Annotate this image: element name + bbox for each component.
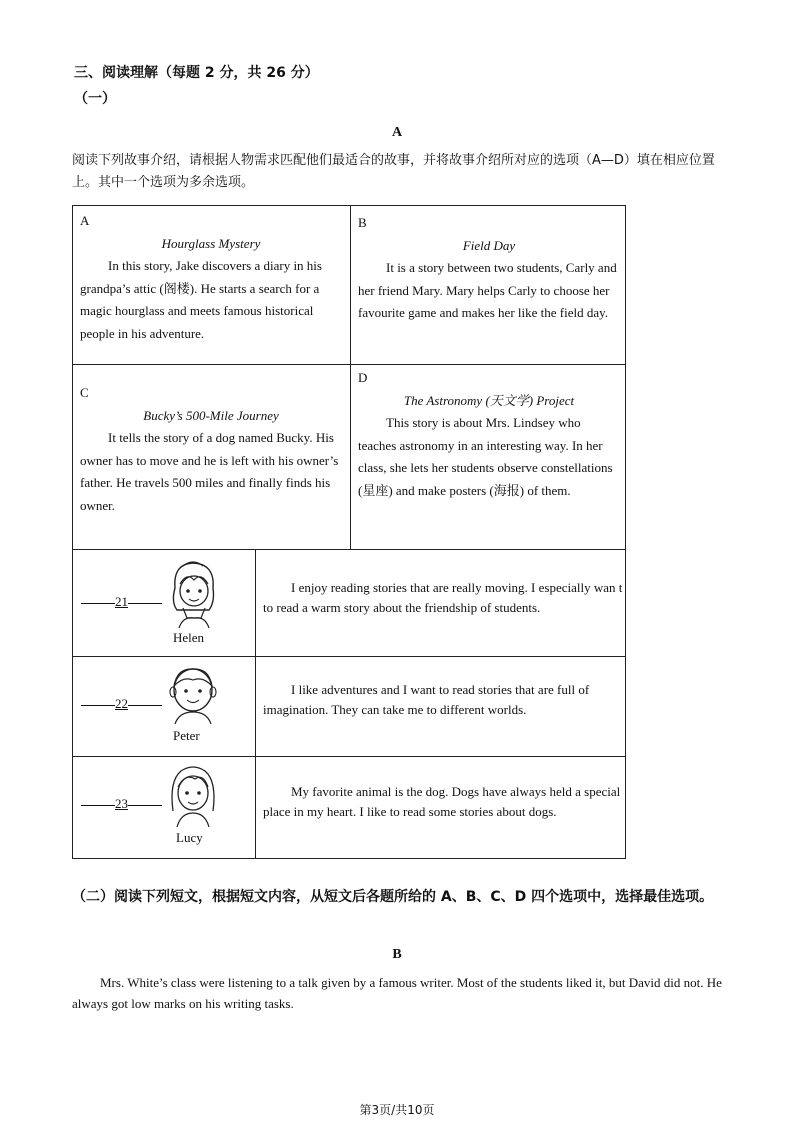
question-number: 23 [115, 796, 128, 811]
section-title: 三、阅读理解（每题 2 分，共 26 分） [74, 65, 319, 81]
answer-blank-21[interactable] [81, 594, 162, 610]
passage-paragraph: Mrs. White’s class were listening to a talk given by a famous writer. Most of the students liked it, but David did not. He always got low marks on his writing tasks. [72, 975, 722, 1011]
person-need: I like adventures and I want to read stories that are full of imagination. They can take me to different worlds. [263, 682, 590, 717]
person-need: My favorite animal is the dog. Dogs have always held a special place in my heart. I like to read some stories about dogs. [263, 784, 621, 819]
question-number: 22 [115, 696, 128, 711]
passage-letter-b: B [392, 947, 402, 962]
story-card-b [358, 212, 620, 325]
person-name: Helen [173, 630, 205, 645]
person-need: I enjoy reading stories that are really moving. I especially wan t to read a warm story about the friendship of students. [263, 580, 623, 615]
page-footer: 第3页/共10页 [359, 1103, 435, 1117]
answer-blank-22[interactable] [81, 696, 162, 712]
story-label: C [80, 385, 89, 400]
passage-letter-a: A [391, 125, 403, 140]
story-title: Hourglass Mystery [161, 235, 261, 251]
answer-blank-23[interactable] [81, 796, 162, 812]
boy-peter-icon [163, 662, 223, 726]
girl-lucy-icon [163, 761, 223, 829]
story-text: It is a story between two students, Carly and her friend Mary. Mary helps Carly to choose her favourite game and makes her like the field day. [358, 260, 617, 320]
story-title: Field Day [462, 237, 516, 253]
person-name: Peter [173, 728, 200, 743]
story-card-a [80, 210, 342, 345]
story-card-c [80, 382, 342, 517]
girl-helen-icon [163, 558, 223, 630]
story-text: It tells the story of a dog named Bucky. His owner has to move and he is left with his owner’s father. He travels 500 miles and finally finds his owner. [80, 430, 339, 513]
part-one-heading: （一） [74, 91, 116, 107]
story-label: B [358, 215, 367, 230]
story-title: The Astronomy (天文学) Project [403, 392, 575, 408]
story-label: D [358, 370, 368, 385]
story-label: A [80, 213, 90, 228]
story-text: In this story, Jake discovers a diary in his grandpa’s attic (阁楼). He starts a search for a magic hourglass and meets famous historical people in his adventure. [80, 258, 322, 341]
matching-table [72, 205, 626, 859]
person-name: Lucy [176, 830, 203, 845]
story-card-d [358, 367, 620, 502]
question-number: 21 [115, 594, 128, 609]
part-two-instruction: （二）阅读下列短文，根据短文内容，从短文后各题所给的 A、B、C、D 四个选项中，选择最佳选项。 [72, 889, 714, 905]
story-title: Bucky’s 500-Mile Journey [143, 407, 279, 423]
matching-instruction: 阅读下列故事介绍，请根据人物需求匹配他们最适合的故事，并将故事介绍所对应的选项（A—D）填在相应位置上。其中一个选项为多余选项。 [72, 153, 715, 190]
story-text: This story is about Mrs. Lindsey who teaches astronomy in an interesting way. In her class, she lets her students observe constellations (星座) and make posters (海报) of them. [358, 415, 613, 498]
